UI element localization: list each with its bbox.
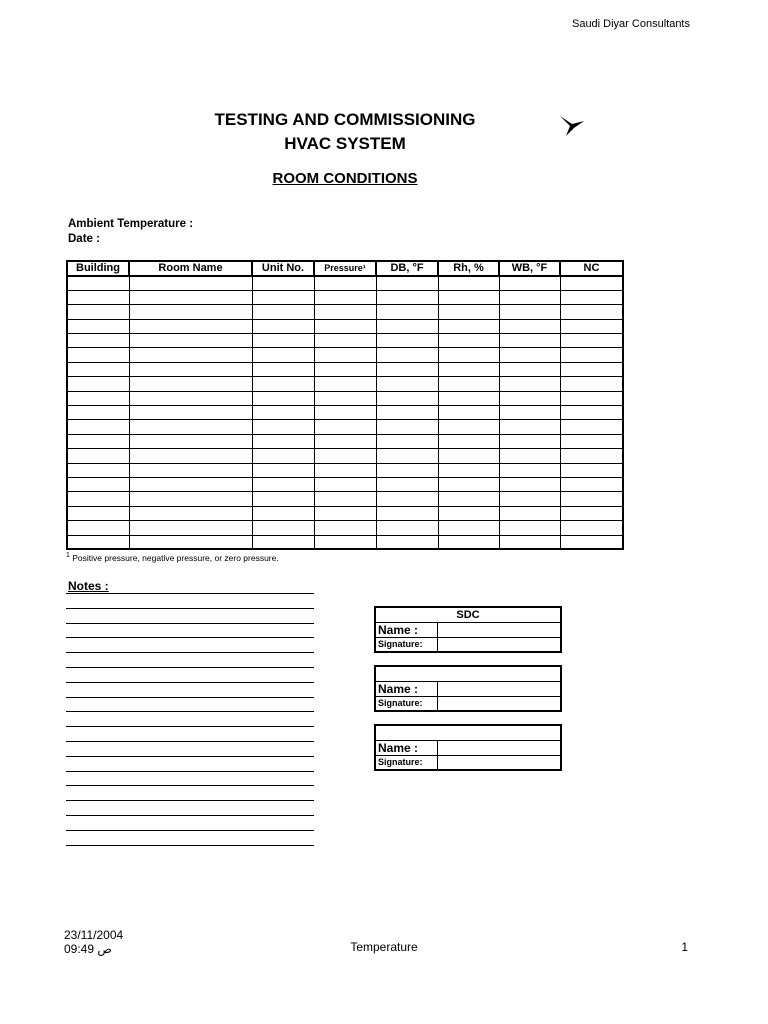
signature-label: Signature: — [375, 755, 437, 770]
table-cell[interactable] — [376, 434, 438, 448]
table-cell[interactable] — [499, 535, 560, 549]
ambient-temperature-label: Ambient Temperature : — [68, 218, 194, 230]
table-cell[interactable] — [560, 535, 623, 549]
table-cell[interactable] — [376, 377, 438, 391]
column-header-wb: WB, °F — [499, 261, 560, 276]
name-label: Name : — [375, 622, 437, 637]
table-cell[interactable] — [376, 305, 438, 319]
table-cell[interactable] — [129, 377, 252, 391]
table-cell[interactable] — [560, 348, 623, 362]
table-cell[interactable] — [252, 535, 314, 549]
table-cell[interactable] — [314, 377, 376, 391]
table-cell[interactable] — [67, 506, 129, 520]
table-cell[interactable] — [67, 492, 129, 506]
table-cell[interactable] — [438, 305, 499, 319]
table-cell[interactable] — [314, 506, 376, 520]
signoff-header: SDC — [375, 607, 561, 622]
table-cell[interactable] — [560, 463, 623, 477]
table-row — [67, 406, 623, 420]
table-cell[interactable] — [67, 391, 129, 405]
table-cell[interactable] — [67, 420, 129, 434]
note-line[interactable] — [66, 711, 314, 712]
table-cell[interactable] — [252, 377, 314, 391]
table-row — [67, 348, 623, 362]
table-cell[interactable] — [314, 319, 376, 333]
table-cell[interactable] — [438, 434, 499, 448]
table-cell[interactable] — [252, 463, 314, 477]
footnote-text: Positive pressure, negative pressure, or zero pressure. — [69, 552, 279, 563]
table-cell[interactable] — [438, 276, 499, 290]
note-line[interactable] — [66, 815, 314, 816]
table-row — [67, 362, 623, 376]
room-conditions-table — [66, 260, 624, 550]
table-row — [67, 377, 623, 391]
table-cell[interactable] — [560, 290, 623, 304]
table-cell[interactable] — [67, 334, 129, 348]
note-line[interactable] — [66, 637, 314, 638]
table-cell[interactable] — [252, 391, 314, 405]
table-row — [67, 420, 623, 434]
table-cell[interactable] — [129, 334, 252, 348]
table-cell[interactable] — [499, 434, 560, 448]
note-line[interactable] — [66, 623, 314, 624]
table-cell[interactable] — [376, 348, 438, 362]
table-row — [67, 391, 623, 405]
table-cell[interactable] — [129, 348, 252, 362]
table-cell[interactable] — [314, 276, 376, 290]
table-cell[interactable] — [499, 406, 560, 420]
table-cell[interactable] — [252, 348, 314, 362]
table-cell[interactable] — [129, 463, 252, 477]
table-cell[interactable] — [376, 406, 438, 420]
signoff-box-sdc — [374, 606, 562, 653]
table-cell[interactable] — [67, 477, 129, 491]
signoff-box-3 — [374, 724, 562, 771]
date-label: Date : — [68, 233, 100, 245]
table-cell[interactable] — [560, 334, 623, 348]
column-header-building: Building — [67, 261, 129, 276]
table-cell[interactable] — [252, 492, 314, 506]
note-line[interactable] — [66, 697, 314, 698]
table-cell[interactable] — [499, 420, 560, 434]
note-line[interactable] — [66, 785, 314, 786]
table-cell[interactable] — [252, 319, 314, 333]
note-line[interactable] — [66, 830, 314, 831]
table-cell[interactable] — [499, 276, 560, 290]
table-cell[interactable] — [67, 449, 129, 463]
table-cell[interactable] — [438, 449, 499, 463]
table-cell[interactable] — [67, 521, 129, 535]
table-cell[interactable] — [438, 406, 499, 420]
table-cell[interactable] — [560, 319, 623, 333]
table-cell[interactable] — [314, 434, 376, 448]
table-cell[interactable] — [129, 362, 252, 376]
table-row — [67, 334, 623, 348]
table-cell[interactable] — [314, 463, 376, 477]
table-cell[interactable] — [438, 334, 499, 348]
table-cell[interactable] — [67, 276, 129, 290]
table-cell[interactable] — [67, 463, 129, 477]
table-cell[interactable] — [376, 449, 438, 463]
table-cell[interactable] — [314, 362, 376, 376]
name-field[interactable] — [437, 740, 561, 755]
company-logo-chevron-icon — [558, 112, 590, 140]
table-cell[interactable] — [376, 362, 438, 376]
column-header-rh: Rh, % — [438, 261, 499, 276]
table-cell[interactable] — [438, 492, 499, 506]
table-cell[interactable] — [129, 477, 252, 491]
table-row — [67, 477, 623, 491]
table-cell[interactable] — [314, 492, 376, 506]
company-name: Saudi Diyar Consultants — [571, 18, 690, 30]
table-cell[interactable] — [252, 521, 314, 535]
signature-field[interactable] — [437, 637, 561, 652]
table-cell[interactable] — [560, 477, 623, 491]
table-cell[interactable] — [129, 506, 252, 520]
table-cell[interactable] — [376, 420, 438, 434]
table-cell[interactable] — [376, 477, 438, 491]
table-cell[interactable] — [129, 305, 252, 319]
table-row — [67, 492, 623, 506]
table-cell[interactable] — [560, 362, 623, 376]
table-cell[interactable] — [67, 305, 129, 319]
table-cell[interactable] — [314, 290, 376, 304]
table-cell[interactable] — [67, 406, 129, 420]
table-cell[interactable] — [438, 535, 499, 549]
table-row — [67, 434, 623, 448]
table-cell[interactable] — [499, 348, 560, 362]
table-cell[interactable] — [560, 420, 623, 434]
table-cell[interactable] — [438, 362, 499, 376]
table-cell[interactable] — [560, 377, 623, 391]
table-cell[interactable] — [129, 492, 252, 506]
table-cell[interactable] — [67, 348, 129, 362]
note-line[interactable] — [66, 771, 314, 772]
signoff-header — [375, 666, 561, 681]
table-cell[interactable] — [252, 305, 314, 319]
table-cell[interactable] — [314, 535, 376, 549]
table-cell[interactable] — [376, 506, 438, 520]
note-line[interactable] — [66, 845, 314, 846]
table-cell[interactable] — [560, 406, 623, 420]
table-cell[interactable] — [499, 506, 560, 520]
column-header-nc: NC — [560, 261, 623, 276]
signature-label: Signature: — [375, 696, 437, 711]
table-cell[interactable] — [129, 319, 252, 333]
table-cell[interactable] — [438, 506, 499, 520]
table-cell[interactable] — [499, 319, 560, 333]
table-row — [67, 290, 623, 304]
table-cell[interactable] — [314, 521, 376, 535]
table-cell[interactable] — [376, 334, 438, 348]
note-line[interactable] — [66, 741, 314, 742]
table-cell[interactable] — [438, 521, 499, 535]
table-cell[interactable] — [376, 276, 438, 290]
table-row — [67, 463, 623, 477]
table-cell[interactable] — [560, 391, 623, 405]
signature-field[interactable] — [437, 696, 561, 711]
table-cell[interactable] — [252, 477, 314, 491]
table-cell[interactable] — [314, 449, 376, 463]
table-cell[interactable] — [129, 434, 252, 448]
column-header-unit-no: Unit No. — [252, 261, 314, 276]
signature-label: Signature: — [375, 637, 437, 652]
table-cell[interactable] — [314, 477, 376, 491]
pressure-footnote — [66, 552, 279, 563]
table-cell[interactable] — [560, 521, 623, 535]
table-cell[interactable] — [67, 362, 129, 376]
table-cell[interactable] — [560, 276, 623, 290]
table-cell[interactable] — [129, 276, 252, 290]
table-cell[interactable] — [129, 420, 252, 434]
table-cell[interactable] — [252, 334, 314, 348]
table-cell[interactable] — [129, 535, 252, 549]
table-cell[interactable] — [376, 492, 438, 506]
table-row — [67, 449, 623, 463]
note-line[interactable] — [66, 726, 314, 727]
table-cell[interactable] — [314, 420, 376, 434]
table-cell[interactable] — [129, 290, 252, 304]
table-cell[interactable] — [314, 334, 376, 348]
table-cell[interactable] — [376, 535, 438, 549]
table-cell[interactable] — [314, 348, 376, 362]
table-cell[interactable] — [438, 290, 499, 304]
table-cell[interactable] — [499, 449, 560, 463]
table-cell[interactable] — [252, 290, 314, 304]
table-cell[interactable] — [499, 391, 560, 405]
table-cell[interactable] — [67, 319, 129, 333]
table-cell[interactable] — [376, 521, 438, 535]
table-cell[interactable] — [560, 449, 623, 463]
note-line[interactable] — [66, 593, 314, 594]
table-cell[interactable] — [129, 521, 252, 535]
table-row — [67, 535, 623, 549]
table-cell[interactable] — [67, 290, 129, 304]
table-cell[interactable] — [499, 377, 560, 391]
note-line[interactable] — [66, 608, 314, 609]
name-field[interactable] — [437, 681, 561, 696]
signoff-box-2 — [374, 665, 562, 712]
table-cell[interactable] — [314, 406, 376, 420]
footer-sheet-name: Temperature — [350, 940, 418, 954]
table-row — [67, 319, 623, 333]
table-cell[interactable] — [438, 319, 499, 333]
table-cell[interactable] — [67, 535, 129, 549]
table-cell[interactable] — [314, 305, 376, 319]
table-cell[interactable] — [376, 319, 438, 333]
note-line[interactable] — [66, 667, 314, 668]
table-cell[interactable] — [438, 477, 499, 491]
name-label: Name : — [375, 681, 437, 696]
table-cell[interactable] — [499, 463, 560, 477]
table-cell[interactable] — [438, 463, 499, 477]
table-cell[interactable] — [252, 276, 314, 290]
table-cell[interactable] — [252, 362, 314, 376]
table-cell[interactable] — [438, 377, 499, 391]
footer-time: 09:49 ص — [64, 942, 112, 956]
table-cell[interactable] — [438, 420, 499, 434]
document-title-line-2: HVAC SYSTEM — [284, 134, 406, 153]
table-cell[interactable] — [252, 434, 314, 448]
table-row — [67, 276, 623, 290]
table-cell[interactable] — [67, 434, 129, 448]
note-line[interactable] — [66, 682, 314, 683]
table-cell[interactable] — [560, 492, 623, 506]
table-cell[interactable] — [67, 377, 129, 391]
footer-page-number: 1 — [681, 940, 688, 954]
name-label: Name : — [375, 740, 437, 755]
table-cell[interactable] — [560, 434, 623, 448]
table-cell[interactable] — [129, 406, 252, 420]
footer-date: 23/11/2004 — [64, 928, 124, 942]
document-title-line-1: TESTING AND COMMISSIONING — [214, 110, 476, 129]
table-row — [67, 521, 623, 535]
note-line[interactable] — [66, 652, 314, 653]
form-subtitle: ROOM CONDITIONS — [272, 170, 418, 187]
footnote-marker: 1 — [66, 552, 70, 559]
table-cell[interactable] — [376, 290, 438, 304]
table-cell[interactable] — [499, 521, 560, 535]
table-cell[interactable] — [376, 463, 438, 477]
note-line[interactable] — [66, 800, 314, 801]
name-field[interactable] — [437, 622, 561, 637]
note-line[interactable] — [66, 756, 314, 757]
table-cell[interactable] — [499, 305, 560, 319]
column-header-db: DB, °F — [376, 261, 438, 276]
table-cell[interactable] — [252, 420, 314, 434]
table-cell[interactable] — [499, 492, 560, 506]
signature-field[interactable] — [437, 755, 561, 770]
table-cell[interactable] — [560, 506, 623, 520]
table-cell[interactable] — [499, 290, 560, 304]
table-cell[interactable] — [438, 348, 499, 362]
table-cell[interactable] — [438, 391, 499, 405]
column-header-room-name: Room Name — [129, 261, 252, 276]
table-cell[interactable] — [499, 362, 560, 376]
table-row — [67, 305, 623, 319]
table-cell[interactable] — [376, 391, 438, 405]
table-cell[interactable] — [129, 391, 252, 405]
table-cell[interactable] — [252, 449, 314, 463]
notes-label: Notes : — [68, 579, 109, 593]
table-cell[interactable] — [560, 305, 623, 319]
column-header-pressure: Pressure¹ — [314, 261, 376, 276]
table-cell[interactable] — [499, 477, 560, 491]
table-cell[interactable] — [252, 506, 314, 520]
signoff-header — [375, 725, 561, 740]
table-cell[interactable] — [129, 449, 252, 463]
table-cell[interactable] — [499, 334, 560, 348]
table-row — [67, 506, 623, 520]
table-cell[interactable] — [314, 391, 376, 405]
table-cell[interactable] — [252, 406, 314, 420]
